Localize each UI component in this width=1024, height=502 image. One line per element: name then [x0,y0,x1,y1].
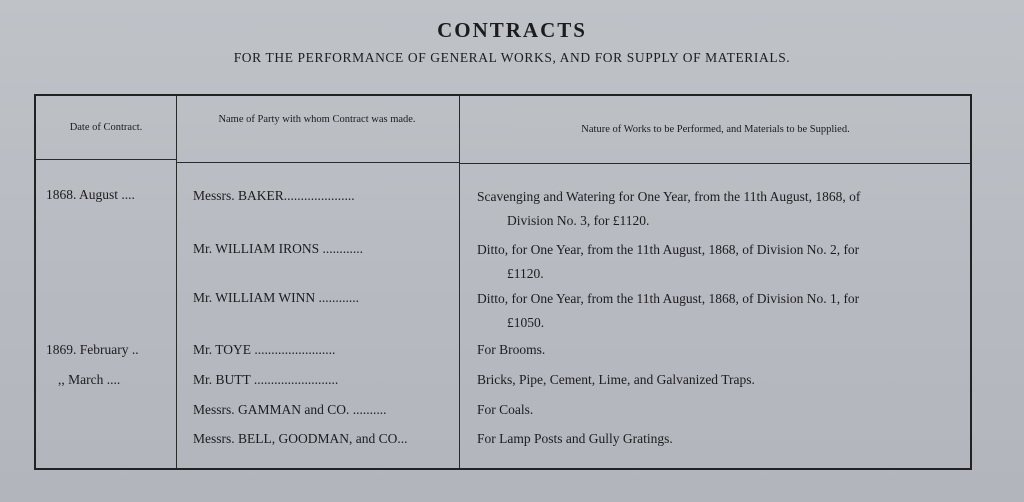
column-divider [176,96,177,468]
row-nature [477,238,859,286]
row-party: Messrs. GAMMAN and CO. .......... [193,402,387,417]
header-party: Name of Party with whom Contract was made. [218,114,416,125]
row-nature-line: Ditto, for One Year, from the 11th August, 1868, of Division No. 1, for [477,291,860,306]
row-nature: Bricks, Pipe, Cement, Lime, and Galvanized Traps. [477,372,755,387]
row-nature-line: Division No. 3, for £1120. [507,213,650,228]
row-date: ,, March .... [58,372,121,387]
header-date: Date of Contract. [69,122,143,133]
row-party: Mr. BUTT ......................... [193,372,339,387]
header-rule [459,163,972,164]
page-subtitle: FOR THE PERFORMANCE OF GENERAL WORKS, AND FOR SUPPLY OF MATERIALS. [233,50,791,65]
header-rule [176,162,459,163]
row-party: Mr. TOYE ........................ [193,342,336,357]
row-nature: For Coals. [477,402,534,417]
row-nature [477,287,859,335]
page-title: CONTRACTS [437,18,587,42]
row-party: Mr. WILLIAM IRONS ............ [193,241,363,256]
header-nature: Nature of Works to be Performed, and Materials to be Supplied. [581,124,850,135]
row-date: 1869. February .. [46,342,139,357]
row-nature-line: Scavenging and Watering for One Year, from the 11th August, 1868, of [477,189,861,204]
row-party: Messrs. BAKER..................... [193,188,355,203]
row-nature [477,185,860,233]
row-nature-line: £1050. [507,315,545,330]
row-party: Messrs. BELL, GOODMAN, and CO... [193,431,408,446]
column-divider [459,96,460,468]
row-date: 1868. August .... [46,187,135,202]
header-rule [36,159,176,160]
contracts-table [34,94,972,470]
row-nature: For Brooms. [477,342,546,357]
row-party: Mr. WILLIAM WINN ............ [193,290,359,305]
row-nature-line: £1120. [507,266,544,281]
row-nature-line: Ditto, for One Year, from the 11th August, 1868, of Division No. 2, for [477,242,860,257]
row-nature: For Lamp Posts and Gully Gratings. [477,431,673,446]
